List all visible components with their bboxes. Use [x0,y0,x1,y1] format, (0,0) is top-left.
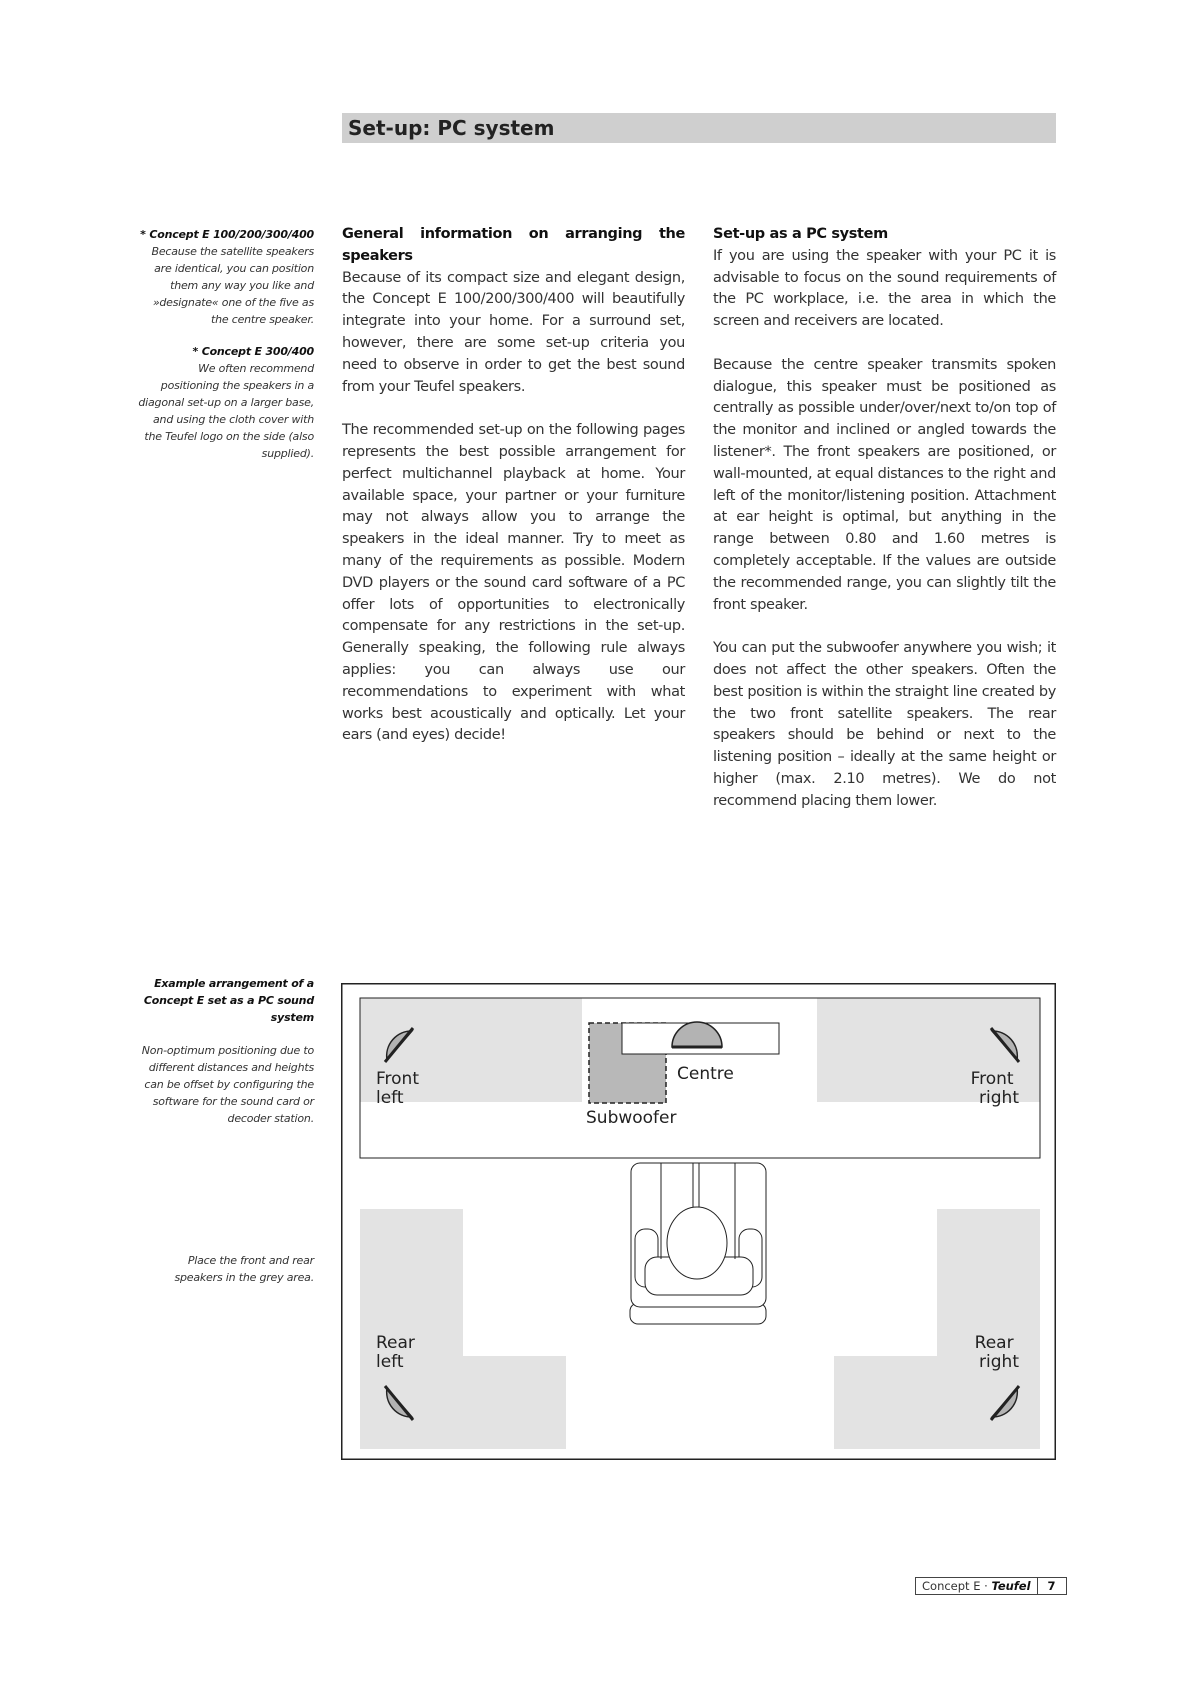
footer-product-name: Concept E · [922,1579,988,1593]
page-title: Set-up: PC system [348,116,555,140]
front-left-label: Front left [376,1069,419,1108]
subwoofer-label: Subwoofer [586,1108,677,1128]
paragraph: You can put the subwoofer anywhere you wish; it does not affect the other speakers. Often the best position is within the straight line created by the two front satellite speakers. The rear speakers should be behind or next to the listening position – ideally at the same height or higher (max. 2.10 metres). We do not recommend placing them lower. [713,640,1056,809]
note-heading: * Concept E 100/200/300/400 [140,228,314,241]
sidebar-note-concept-e-all [138,226,314,328]
rear-left-grey-area [360,1209,566,1449]
column-pc-setup [713,224,1056,834]
footer-brand-logo: Teufel [991,1579,1031,1593]
column-heading: Set-up as a PC system [713,226,888,242]
caption-heading: Example arrangement of a Concept E set as a PC sound system [143,977,314,1024]
listener-chair-icon [630,1163,766,1324]
sidebar-note-concept-e-300-400 [138,343,314,462]
diagram-svg [341,983,1056,1460]
note-text: We often recommend positioning the speakers in a diagonal set-up on a larger base, and using the cloth cover with the Teufel logo on the side (also supplied). [138,362,314,460]
paragraph: If you are using the speaker with your PC it is advisable to focus on the sound requirements of the PC workplace, i.e. the area in which the screen and receivers are located. [713,247,1056,330]
diagram-caption [138,975,314,1127]
paragraph: Because the centre speaker transmits spoken dialogue, this speaker must be positioned as centrally as possible under/over/next to/on top of the monitor and inclined or angled towards the listener*. The front speakers are positioned, or wall-mounted, at equal distances to the right and left of the monitor/listening position. Attachment at ear height is optimal, but anything in the range between 0.80 and 1.60 metres is completely acceptable. If the values are outside the recommended range, you can slightly tilt the front speaker. [713,356,1056,613]
footer-product [916,1578,1038,1594]
paragraph: The recommended set-up on the following pages represents the best possible arrangement for perfect multichannel playback at home. Your available space, your partner or your furniture may not always allow you to arrange the speakers in the ideal manner. Try to meet as many of the requirements as possible. Modern DVD players or the sound card software of a PC offer lots of opportunities to electronically compensate for any restrictions in the set-up. Generally speaking, the following rule always applies: you can always use our recommendations to experiment with what works best acoustically and optically. Let your ears (and eyes) decide! [342,422,685,744]
column-general-information [342,224,685,769]
centre-label: Centre [677,1064,734,1084]
rear-right-label: Rear right [974,1333,1019,1372]
rear-right-grey-area [834,1209,1040,1449]
front-right-label: Front right [970,1069,1019,1108]
grey-area-note-text: Place the front and rear speakers in the grey area. [174,1254,314,1284]
caption-text: Non-optimum positioning due to different distances and heights can be offset by configuring the software for the sound card or decoder station. [141,1044,314,1125]
grey-area-note [138,1252,314,1286]
column-heading: General information on arranging the speakers [342,226,685,264]
note-text: Because the satellite speakers are identical, you can position them any way you like and »designate« one of the five as the centre speaker. [151,245,314,326]
speaker-arrangement-diagram [341,983,1056,1460]
paragraph: Because of its compact size and elegant design, the Concept E 100/200/300/400 will beautifully integrate into your home. For a surround set, however, there are some set-up criteria you need to observe in order to get the best sound from your Teufel speakers. [342,269,685,395]
page-footer [915,1577,1067,1595]
title-bar [342,113,1056,143]
page-number: 7 [1047,1579,1056,1593]
rear-left-label: Rear left [376,1333,415,1372]
note-heading: * Concept E 300/400 [192,345,314,358]
